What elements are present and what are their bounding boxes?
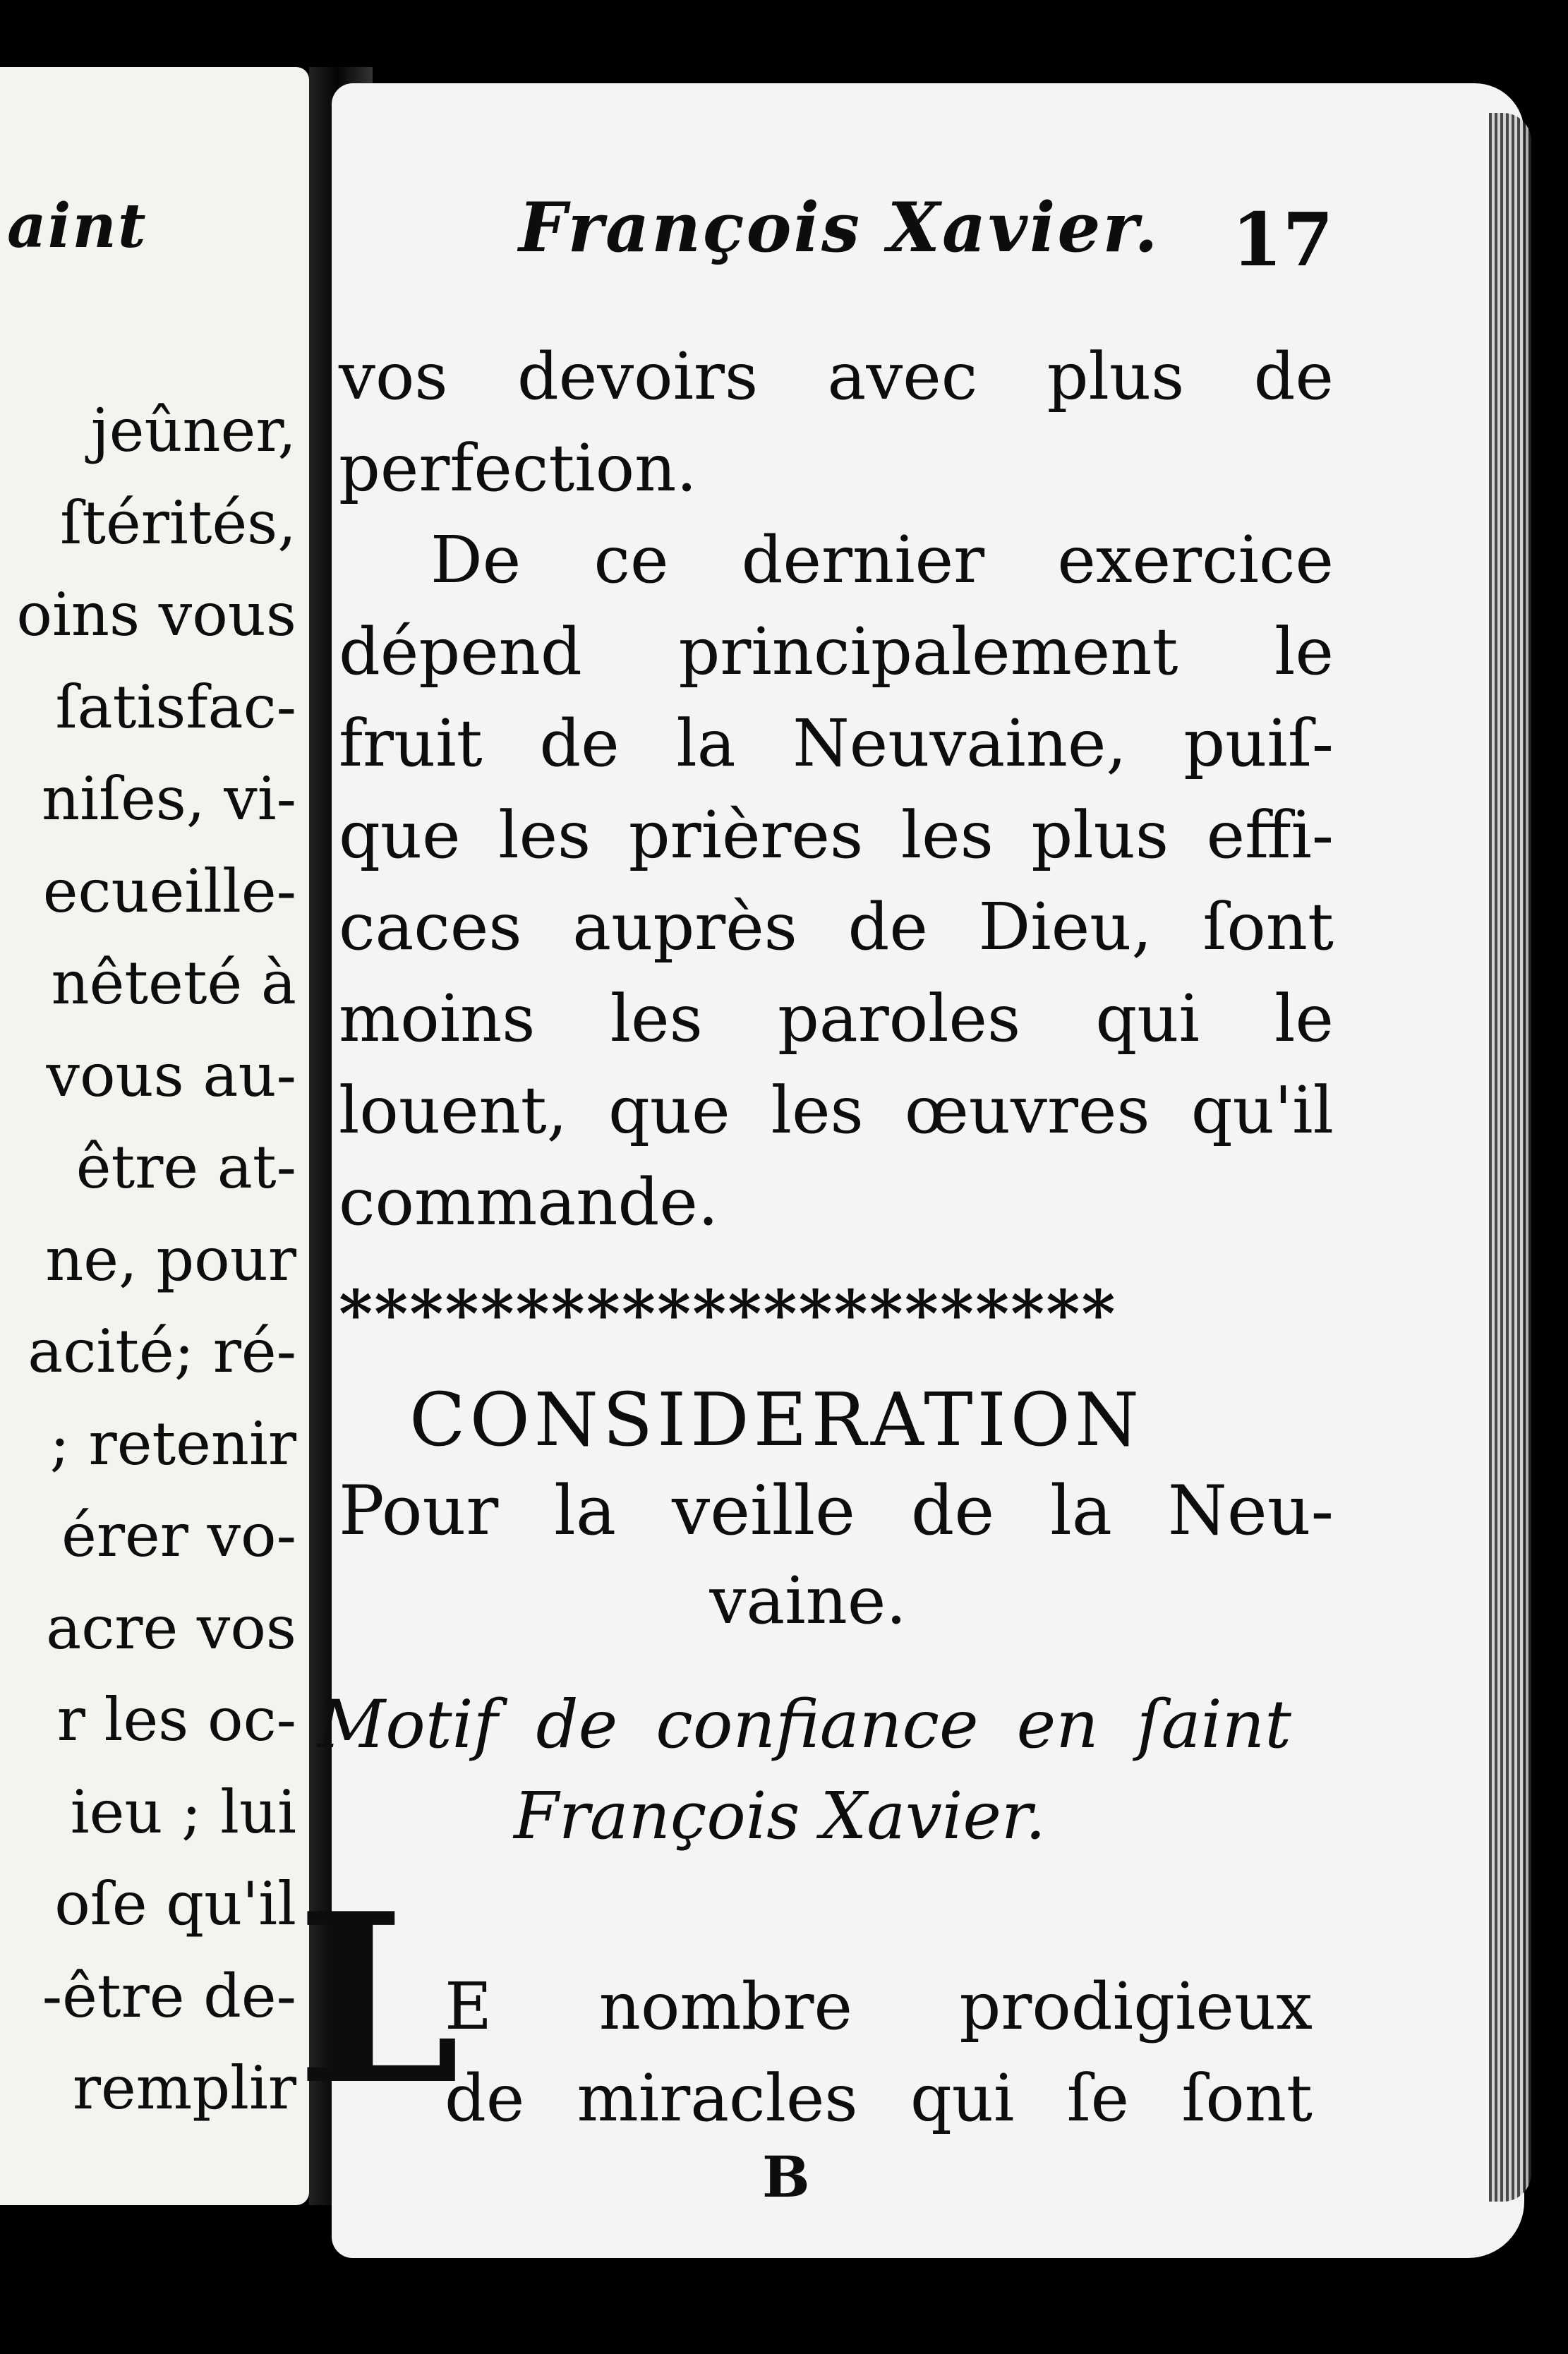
left-text-line: jeûner, (90, 396, 296, 465)
page-number: 17 (1231, 196, 1334, 283)
left-text-line: vous au- (46, 1040, 296, 1110)
text-line: dépend principalement le (339, 614, 1334, 689)
left-text-line: acité; ré- (28, 1317, 296, 1386)
page-edges (1489, 113, 1531, 2202)
left-text-line: oins vous (16, 580, 296, 649)
text-line: perfection. (339, 430, 697, 506)
running-head: François Xavier. (519, 188, 1160, 267)
drop-cap: L (296, 1862, 461, 2136)
text-line: E nombre prodigieux (445, 1969, 1313, 2044)
text-line: caces auprès de Dieu, ſont (339, 889, 1334, 965)
left-running-head: aint (7, 191, 147, 262)
left-text-line: ieu ; lui (70, 1777, 296, 1847)
text-line: de miracles qui ſe ſont (445, 2060, 1313, 2136)
text-line: fruit de la Neuvaine, puiſ- (339, 706, 1334, 781)
ornament-divider: ********************** (339, 1276, 1117, 1352)
left-text-line: érer vo- (61, 1501, 296, 1570)
motif-line: Motif de confiance en ſaint (318, 1686, 1291, 1763)
left-text-line: acre vos (46, 1593, 296, 1662)
text-line: louent, que les œuvres qu'il (339, 1073, 1334, 1148)
right-page (296, 83, 1524, 2258)
left-text-line: ne, pour (45, 1224, 296, 1294)
text-line: que les prières les plus effi- (339, 797, 1334, 873)
left-text-line: nêteté à (51, 948, 296, 1018)
left-text-line: ; retenir (49, 1408, 296, 1478)
left-text-line: remplir (72, 2053, 296, 2123)
section-subheading: vaine. (709, 1563, 907, 1638)
left-page (0, 67, 309, 2205)
left-text-line: oſe qu'il (54, 1869, 296, 1938)
text-line: De ce dernier exercice (430, 522, 1334, 598)
text-line: vos devoirs avec plus de (339, 339, 1334, 414)
section-heading: CONSIDERATION (409, 1377, 1143, 1463)
left-text-line: ſatisfac- (55, 672, 296, 742)
left-text-line: ſtérités, (60, 488, 296, 557)
left-text-line: ecueille- (42, 856, 296, 926)
left-text-line: r les oc- (56, 1685, 296, 1754)
left-text-line: -être de- (42, 1961, 296, 2031)
left-text-line: être at- (76, 1133, 296, 1202)
left-page-text (0, 385, 296, 2135)
left-text-line: niſes, vi- (42, 764, 296, 833)
text-line: moins les paroles qui le (339, 981, 1334, 1056)
section-subheading: Pour la veille de la Neu- (339, 1471, 1334, 1550)
motif-line: François Xavier. (513, 1778, 1046, 1854)
signature-mark: B (762, 2144, 810, 2210)
text-line: commande. (339, 1164, 719, 1240)
